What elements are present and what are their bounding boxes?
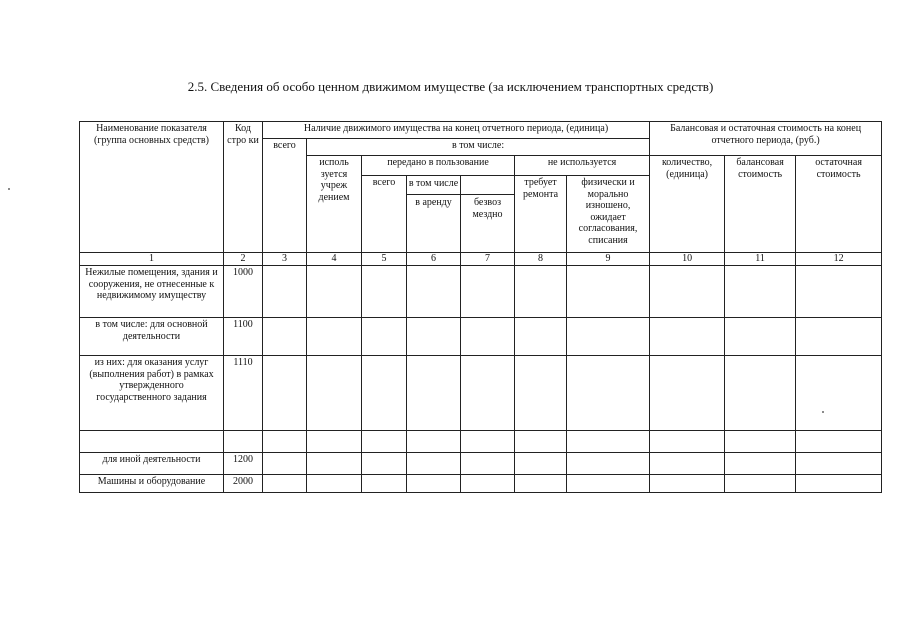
column-number: 2 (224, 253, 263, 266)
cell (407, 431, 461, 453)
cell (461, 266, 515, 318)
cell (796, 356, 882, 431)
table-row (80, 356, 882, 431)
table-row (80, 266, 882, 318)
row-name: в том числе: для основной деятельности (80, 318, 224, 356)
table-row (80, 318, 882, 356)
cell (796, 453, 882, 475)
cell (725, 318, 796, 356)
header-book-value: балансовая стоимость (725, 156, 796, 253)
cell (362, 475, 407, 493)
cell (307, 453, 362, 475)
cell (263, 266, 307, 318)
cell (515, 318, 567, 356)
cell (461, 356, 515, 431)
table-row (80, 453, 882, 475)
section-title: 2.5. Сведения об особо ценном движимом имуществе (за исключением транспортных средств) (187, 79, 714, 94)
cell (567, 453, 650, 475)
header-not-used: не используется (515, 156, 650, 176)
cell (263, 431, 307, 453)
cell (263, 475, 307, 493)
column-number: 11 (725, 253, 796, 266)
cell (461, 431, 515, 453)
row-name (80, 431, 224, 453)
cell (461, 475, 515, 493)
header-transferred: передано в пользование (362, 156, 515, 176)
cell (515, 453, 567, 475)
cell (407, 475, 461, 493)
cell (650, 318, 725, 356)
cell (515, 356, 567, 431)
header-total: всего (263, 139, 307, 253)
scan-speck (8, 188, 10, 190)
header-incl: в том числе: (307, 139, 650, 156)
column-number: 6 (407, 253, 461, 266)
cell (725, 431, 796, 453)
table-row (80, 431, 882, 453)
cell (307, 356, 362, 431)
cell (515, 266, 567, 318)
header-code: Код стро ки (224, 122, 263, 253)
cell (650, 266, 725, 318)
cell (650, 453, 725, 475)
column-number: 8 (515, 253, 567, 266)
cell (650, 431, 725, 453)
row-name: Нежилые помещения, здания и сооружения, не отнесенные к недвижимому имуществу (80, 266, 224, 318)
cell (515, 475, 567, 493)
row-name: для иной деятельности (80, 453, 224, 475)
cell (515, 431, 567, 453)
cell (567, 266, 650, 318)
column-number: 3 (263, 253, 307, 266)
cell (567, 475, 650, 493)
cell (362, 318, 407, 356)
header-transferred-incl: в том числе (407, 176, 460, 195)
cell (650, 356, 725, 431)
property-table (79, 121, 882, 493)
cell (461, 453, 515, 475)
header-free: безвоз мездно (472, 197, 503, 220)
cell (362, 266, 407, 318)
cell (567, 318, 650, 356)
cell (567, 431, 650, 453)
header-transferred-total: всего (362, 176, 407, 253)
header-free-cell (461, 176, 515, 253)
cell (307, 318, 362, 356)
row-code: 1200 (224, 453, 263, 475)
cell (796, 431, 882, 453)
row-code (224, 431, 263, 453)
header-needs-repair: требует ремонта (515, 176, 567, 253)
header-availability: Наличие движимого имущества на конец отчетного периода, (единица) (263, 122, 650, 139)
column-number: 5 (362, 253, 407, 266)
cell (263, 453, 307, 475)
column-number: 12 (796, 253, 882, 266)
cell (307, 431, 362, 453)
cell (362, 453, 407, 475)
cell (796, 475, 882, 493)
cell (796, 266, 882, 318)
cell (263, 356, 307, 431)
cell (407, 356, 461, 431)
cell (263, 318, 307, 356)
header-used: исполь зуется учреж дением (307, 156, 362, 253)
header-incl-spacer (461, 176, 514, 195)
header-quantity: количество, (единица) (650, 156, 725, 253)
cell (725, 475, 796, 493)
row-name: из них: для оказания услуг (выполнения работ) в рамках утвержденного государственного задания (80, 356, 224, 431)
cell (362, 356, 407, 431)
row-code: 1110 (224, 356, 263, 431)
cell (650, 475, 725, 493)
cell (725, 356, 796, 431)
cell (307, 266, 362, 318)
header-residual-value: остаточная стоимость (796, 156, 882, 253)
row-name: Машины и оборудование (80, 475, 224, 493)
cell (407, 453, 461, 475)
cell (461, 318, 515, 356)
cell (362, 431, 407, 453)
row-code: 1000 (224, 266, 263, 318)
column-number: 7 (461, 253, 515, 266)
scan-speck (822, 411, 824, 413)
table-row (80, 475, 882, 493)
cell (407, 318, 461, 356)
header-worn: физически и морально изношено, ожидает согласования, списания (567, 176, 650, 253)
column-number: 1 (80, 253, 224, 266)
header-transferred-incl-group (407, 176, 461, 253)
cell (725, 266, 796, 318)
row-code: 2000 (224, 475, 263, 493)
cell (796, 318, 882, 356)
header-balance: Балансовая и остаточная стоимость на конец отчетного периода, (руб.) (650, 122, 882, 156)
cell (307, 475, 362, 493)
header-name: Наименование показателя (группа основных средств) (80, 122, 224, 253)
row-code: 1100 (224, 318, 263, 356)
column-number: 4 (307, 253, 362, 266)
column-number: 10 (650, 253, 725, 266)
cell (407, 266, 461, 318)
cell (567, 356, 650, 431)
header-rent: в аренду (415, 197, 452, 208)
cell (725, 453, 796, 475)
column-number: 9 (567, 253, 650, 266)
